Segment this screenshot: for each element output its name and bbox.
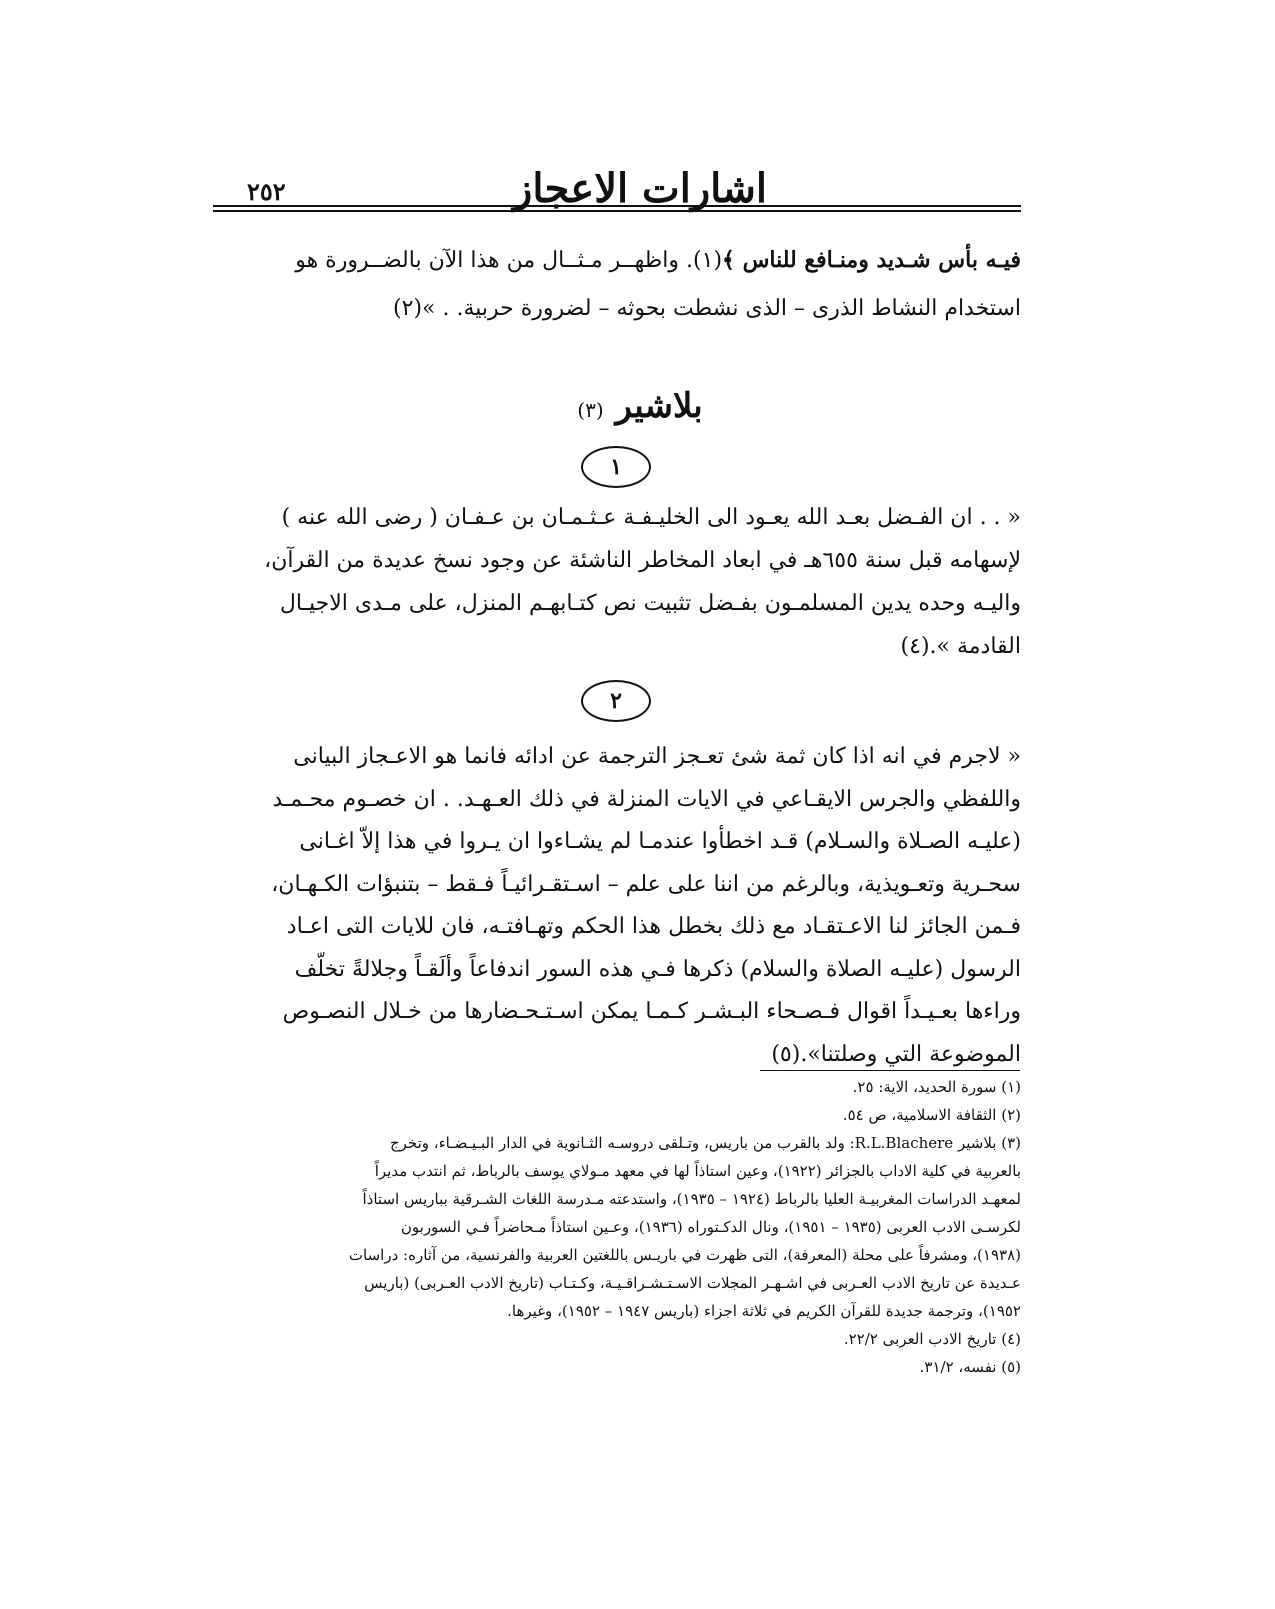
footnote: (١٩٣٨)، ومشرفاً على محلة (المعرفة)، التى ظهرت في باريـس باللغتين العربية والفرنسية، من آثاره: دراسات bbox=[348, 1246, 1021, 1264]
footnote: لمعهـد الدراسات المغربيـة العليا بالرباط (١٩٢٤ – ١٩٣٥)، واستدعته مـدرسة اللغات الشـرقية بباريس استاذاً bbox=[362, 1190, 1021, 1208]
quote-line: القادمة ».(٤) bbox=[900, 634, 1021, 659]
footnote: (٢) الثقافة الاسلامية، ص ٥٤. bbox=[842, 1106, 1021, 1124]
quote-2 bbox=[213, 736, 1021, 1076]
quote-line: واليـه وحده يدين المسلمـون بفـضل تثبيت نص كتـابهـم المنزل، على مـدى الاجيـال bbox=[279, 591, 1021, 616]
footnote: عـديدة عن تاريخ الادب العـربى في اشـهـر المجلات الاسـتـشـراقـيـة، وكـتـاب (تاريخ الادب العـربى) (باريس bbox=[364, 1274, 1021, 1292]
quote-line: (عليـه الصـلاة والسـلام) قـد اخطأوا عندمـا لم يشـاءوا ان يـروا في هذا إلاّ اغـانى bbox=[299, 829, 1021, 854]
quranic-phrase: فيـه بأس شـديد ومنـافع للناس ﴾ bbox=[722, 247, 1021, 273]
quote-line: سحـرية وتعـويذية، وبالرغم من اننا على علم – اسـتقـرائيـاً فـقط – بتنبؤات الكـهـان، bbox=[271, 871, 1021, 897]
intro-line-1 bbox=[213, 236, 1021, 285]
quote-1 bbox=[213, 496, 1021, 668]
section-footnote-marker: (٣) bbox=[577, 398, 604, 422]
section-title: بلاشير bbox=[615, 386, 703, 426]
quote-number-badge-1: ١ bbox=[581, 446, 651, 488]
quote-line: الموضوعة التي وصلتنا».(٥) bbox=[771, 1041, 1021, 1067]
intro-line-2: استخدام النشاط الذرى – الذى نشطت بحوثه – لضرورة حربية. . »(٢) bbox=[393, 296, 1021, 321]
quote-line: الرسول (عليـه الصلاة والسلام) ذكرها فـي هذه السور اندفاعاً وألَقـاً وجلالةً تخلّف bbox=[294, 956, 1021, 982]
quote-line: « . . ان الفـضل بعـد الله يعـود الى الخليـفـة عـثـمـان بن عـفـان ( رضى الله عنه ) bbox=[281, 505, 1021, 530]
quote-line: واللفظي والجرس الايقـاعي في الايات المنزلة في ذلك العـهـد. . ان خصـوم محـمـد bbox=[272, 786, 1021, 812]
quote-line: فـمن الجائز لنا الاعـتقـاد مع ذلك بخطل هذا الحكم وتهـافتـه، فان للايات التى اعـاد bbox=[286, 914, 1021, 939]
quote-line: لإسهامه قبل سنة ٦٥٥هـ في ابعاد المخاطر الناشئة عن وجود نسخ عديدة من القرآن، bbox=[264, 548, 1021, 573]
quote-line: وراءها بعـيـداً اقوال فـصـحاء البـشـر كـمـا يمكن اسـتـحـضارها من خـلال النصـوص bbox=[282, 999, 1021, 1024]
footnote: (٣) بلاشير R.L.Blachere: ولد بالقرب من باريس، وتـلقى دروسـه الثـانوية في الدار البـيـضـاء، وتخرج bbox=[389, 1134, 1021, 1152]
footnote: (٥) نفسه، ٣١/٢. bbox=[919, 1358, 1021, 1376]
section-heading bbox=[440, 386, 840, 426]
running-title: اشارات الاعجاز bbox=[513, 165, 767, 212]
page-number: ٢٥٢ bbox=[247, 177, 286, 206]
footnote: لكرسـى الادب العربى (١٩٣٥ – ١٩٥١)، ونال الدكـتوراه (١٩٣٦)، وعـين استاذاً مـحاضراً فـي السوربون bbox=[400, 1218, 1021, 1236]
footnote-rule bbox=[760, 1070, 1020, 1071]
footnote: بالعربية في كلية الاداب بالجزائر (١٩٢٢)، وعين استاذاً لها في معهد مـولاي يوسف بالرباط، ثم انتدب مديراً bbox=[374, 1162, 1021, 1180]
header-rule bbox=[213, 205, 1021, 212]
intro-paragraph bbox=[213, 236, 1021, 333]
quote-number-badge-2: ٢ bbox=[581, 680, 651, 722]
footnote: (٤) تاريخ الادب العربى ٢٢/٢. bbox=[843, 1330, 1021, 1348]
intro-line-1-rest: (١). واظهــر مـثــال من هذا الآن بالضــرورة هو bbox=[295, 248, 723, 273]
footnotes bbox=[213, 1073, 1021, 1381]
footnote: ١٩٥٢)، وترجمة جديدة للقرآن الكريم في ثلاثة اجزاء (باريس ١٩٤٧ – ١٩٥٢)، وغيرها. bbox=[507, 1302, 1021, 1320]
quote-line: « لاجرم في انه اذا كان ثمة شئ تعـجز الترجمة عن ادائه فانما هو الاعـجاز البيانى bbox=[293, 744, 1021, 769]
footnote: (١) سورة الحديد، الاية: ٢٥. bbox=[852, 1078, 1021, 1096]
